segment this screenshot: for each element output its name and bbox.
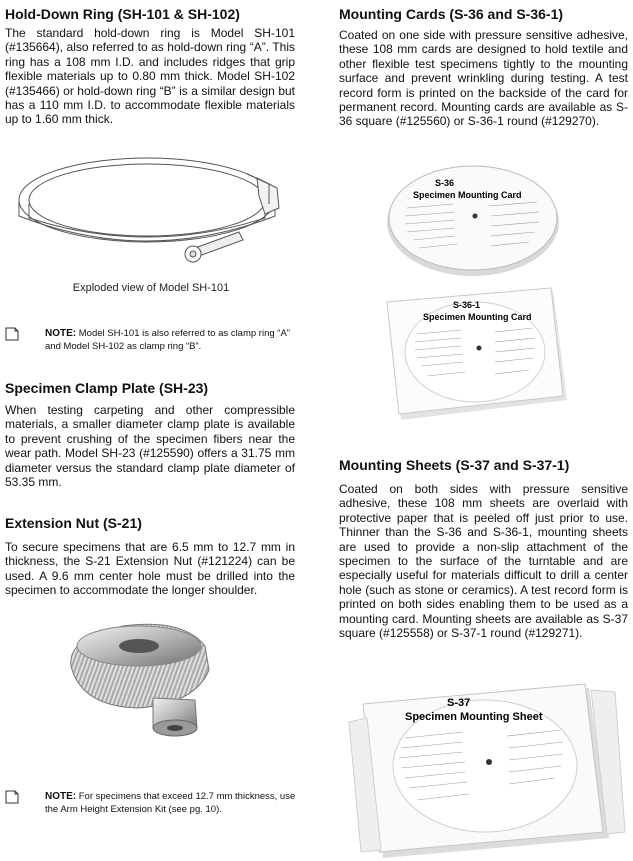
hold-down-ring-heading: Hold-Down Ring (SH-101 & SH-102) [5,6,240,22]
mounting-sheet-s37-image [339,682,628,860]
mounting-card-s36-1-image [383,286,571,424]
note-text: For specimens that exceed 12.7 mm thickness, use the Arm Height Extension Kit (see pg. 10). [45,791,296,815]
mounting-cards-heading: Mounting Cards (S-36 and S-36-1) [339,6,564,22]
card-s36-1-title: S-36-1 [453,300,481,310]
clamp-plate-body: When testing carpeting and other compressible materials, a smaller diameter clamp plate is available to prevent crushing of the specimen fibers near the wear path. Model SH-23 (#125590) offers a 31.75 mm diameter versus the standard clamp plate diameter of 53.35 mm. [5,403,295,490]
mounting-sheets-body: Coated on both sides with pressure sensitive adhesive, these 108 mm sheets are overlaid with protective paper that is peeled off just prior to use. Thinner than the S-36 and S-36-1, mounting sheets are used to provide a non-slip attachment of the specimen to the surface of the turntable and are especially useful for materials difficult to drill a center hole (such as stone or ceramics). A test record form is printed on both sides enabling them to be used as a mounting card. Mounting sheets are available as S-37 square (#125558) or S-37-1 round (#129271). [339,482,628,641]
hold-down-ring-caption: Exploded view of Model SH-101 [72,282,230,294]
mounting-sheets-heading: Mounting Sheets (S-37 and S-37-1) [339,457,570,473]
clamp-plate-heading: Specimen Clamp Plate (SH-23) [5,380,209,396]
note-label: NOTE: [45,791,77,802]
extension-nut-body: To secure specimens that are 6.5 mm to 12.7 mm in thickness, the S-21 Extension Nut (#121224) can be used. A 9.6 mm center hole must be drilled into the specimen to accommodate the longer shoulder. [5,540,295,598]
note-icon [5,327,19,341]
hold-down-ring-note [5,327,297,353]
extension-nut-note [5,790,297,816]
hold-down-ring-figure [7,138,297,274]
note-icon [5,790,19,804]
extension-nut-photo [63,612,223,744]
card-s36-subtitle: Specimen Mounting Card [413,190,522,200]
extension-nut-heading: Extension Nut (S-21) [5,515,142,531]
note-label: NOTE: [45,328,77,339]
mounting-cards-body: Coated on one side with pressure sensitive adhesive, these 108 mm cards are designed to hold textile and other flexible test specimens tightly to the mounting surface and prevent wrinkling during testing. A test record form is printed on the backside of the card for permanent record. Mounting cards are available as S-36 square (#125560) or S-36-1 round (#129270). [339,28,628,129]
mounting-card-s36-image [383,160,563,280]
card-s36-1-subtitle: Specimen Mounting Card [423,312,532,322]
note-text: Model SH-101 is also referred to as clamp ring “A” and Model SH-102 as clamp ring “B”. [45,328,290,352]
card-s36-title: S-36 [435,178,455,188]
sheet-s37-subtitle: Specimen Mounting Sheet [405,711,543,723]
hold-down-ring-body: The standard hold-down ring is Model SH-101 (#135664), also referred to as hold-down ring “A”. This ring has a 108 mm I.D. and includes ridges that grip flexible materials up to 0.80 mm thick. Model SH-102 (#135466) or hold-down ring “B” is a similar design but has a 110 mm I.D. to accommodate flexible materials up to 1.60 mm thick. [5,26,295,127]
sheet-s37-title: S-37 [447,697,471,709]
